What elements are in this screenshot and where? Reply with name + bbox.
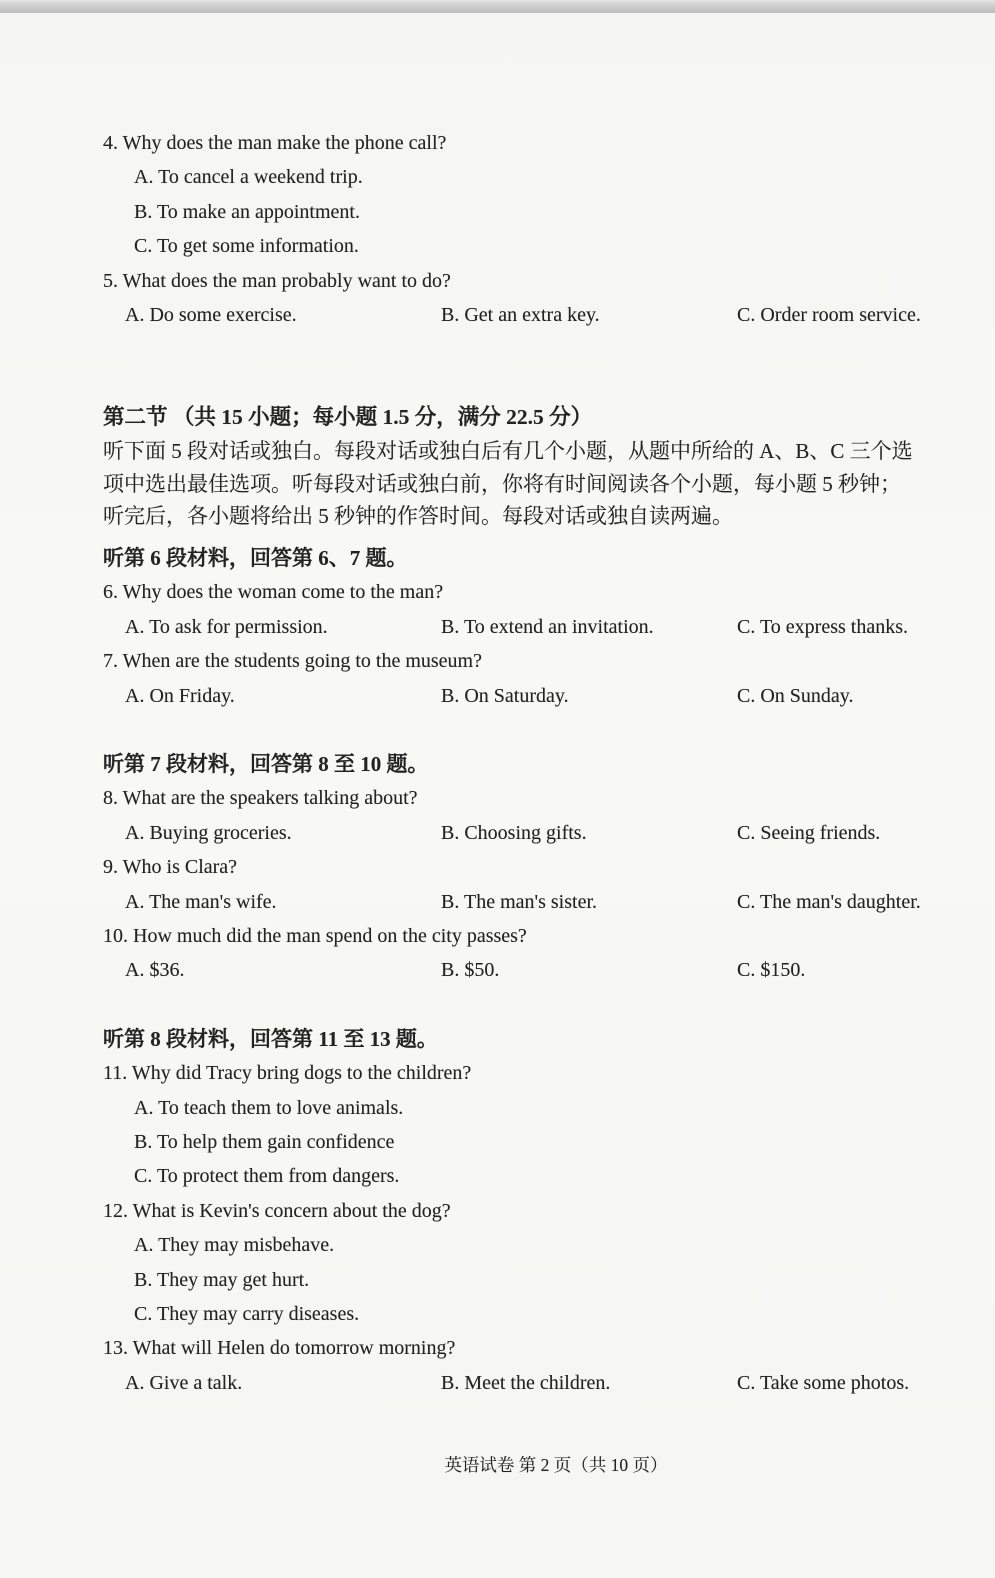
option-b: B. They may get hurt.: [134, 1268, 310, 1291]
section-two-header: 第二节 （共 15 小题；每小题 1.5 分，满分 22.5 分）: [103, 405, 593, 430]
option-a: A. On Friday.: [125, 684, 235, 707]
material-8-header: 听第 8 段材料，回答第 11 至 13 题。: [103, 1026, 438, 1051]
option-b: B. The man's sister.: [441, 890, 598, 913]
question-text: 4. Why does the man make the phone call?: [103, 132, 447, 154]
material-6-header: 听第 6 段材料，回答第 6、7 题。: [103, 545, 408, 570]
question-9: [103, 850, 945, 919]
option-c: C. To protect them from dangers.: [134, 1165, 400, 1188]
option-b: B. To extend an invitation.: [441, 615, 654, 638]
instructions-line-1: 听下面 5 段对话或独白。每段对话或独白后有几个小题，从题中所给的 A、B、C 三个选: [103, 439, 913, 464]
question-8: [103, 781, 945, 850]
page-footer: [135, 1451, 977, 1479]
option-a: A. Do some exercise.: [125, 304, 297, 327]
page-content: [0, 13, 995, 1479]
question-5: [103, 264, 945, 333]
options-row: [103, 885, 945, 919]
options-row: [103, 298, 945, 332]
scan-edge-artifact: [0, 0, 995, 13]
question-text: 5. What does the man probably want to do?: [103, 269, 451, 292]
option-c: C. The man's daughter.: [737, 890, 921, 913]
question-text: 9. Who is Clara?: [103, 856, 238, 879]
option-c: C. To get some information.: [134, 235, 359, 258]
question-text: 7. When are the students going to the museum?: [103, 650, 482, 673]
question-13: [103, 1331, 945, 1400]
options-row: [103, 953, 945, 987]
question-4: [103, 126, 945, 264]
instructions-line-2: 项中选出最佳选项。听每段对话或独白前，你将有时间阅读各个小题，每小题 5 秒钟；: [103, 471, 901, 496]
option-a: A. $36.: [125, 959, 185, 982]
option-b: B. Choosing gifts.: [441, 821, 587, 844]
option-b: B. To help them gain confidence: [134, 1131, 395, 1154]
question-10: [103, 919, 945, 988]
question-6: [103, 575, 945, 644]
option-c: C. On Sunday.: [737, 684, 854, 707]
question-text: 11. Why did Tracy bring dogs to the children?: [103, 1062, 472, 1085]
question-12: [103, 1194, 945, 1332]
options-row: [103, 1366, 945, 1400]
options-row: [103, 679, 945, 713]
question-text: 12. What is Kevin's concern about the dog?: [103, 1199, 451, 1222]
option-b: B. To make an appointment.: [134, 200, 360, 223]
options-row: [103, 610, 945, 644]
question-text: 10. How much did the man spend on the city passes?: [103, 925, 527, 947]
option-c: C. Take some photos.: [737, 1371, 910, 1394]
option-c: C. Seeing friends.: [737, 821, 881, 844]
instructions-line-3: 听完后，各小题将给出 5 秒钟的作答时间。每段对话或独自读两遍。: [103, 504, 733, 529]
question-text: 6. Why does the woman come to the man?: [103, 581, 444, 604]
material-7-header: 听第 7 段材料，回答第 8 至 10 题。: [103, 751, 429, 776]
page-number-text: 英语试卷 第 2 页（共 10 页）: [444, 1455, 668, 1476]
option-a: A. The man's wife.: [125, 890, 277, 913]
option-a: A. Give a talk.: [125, 1371, 243, 1394]
option-a: A. Buying groceries.: [125, 821, 292, 844]
option-b: B. $50.: [441, 959, 500, 982]
option-b: B. Get an extra key.: [441, 304, 600, 327]
option-b: B. On Saturday.: [441, 684, 569, 707]
option-a: A. To ask for permission.: [125, 615, 328, 638]
option-c: C. To express thanks.: [737, 615, 908, 638]
option-c: C. $150.: [737, 959, 806, 982]
option-a: A. They may misbehave.: [134, 1234, 335, 1257]
option-b: B. Meet the children.: [441, 1371, 611, 1394]
option-a: A. To cancel a weekend trip.: [134, 166, 363, 189]
question-text: 13. What will Helen do tomorrow morning?: [103, 1337, 456, 1360]
option-c: C. Order room service.: [737, 304, 921, 327]
options-row: [103, 816, 945, 850]
option-c: C. They may carry diseases.: [134, 1303, 360, 1326]
option-a: A. To teach them to love animals.: [134, 1096, 404, 1119]
question-text: 8. What are the speakers talking about?: [103, 787, 418, 810]
question-11: [103, 1056, 945, 1194]
question-7: [103, 644, 945, 713]
